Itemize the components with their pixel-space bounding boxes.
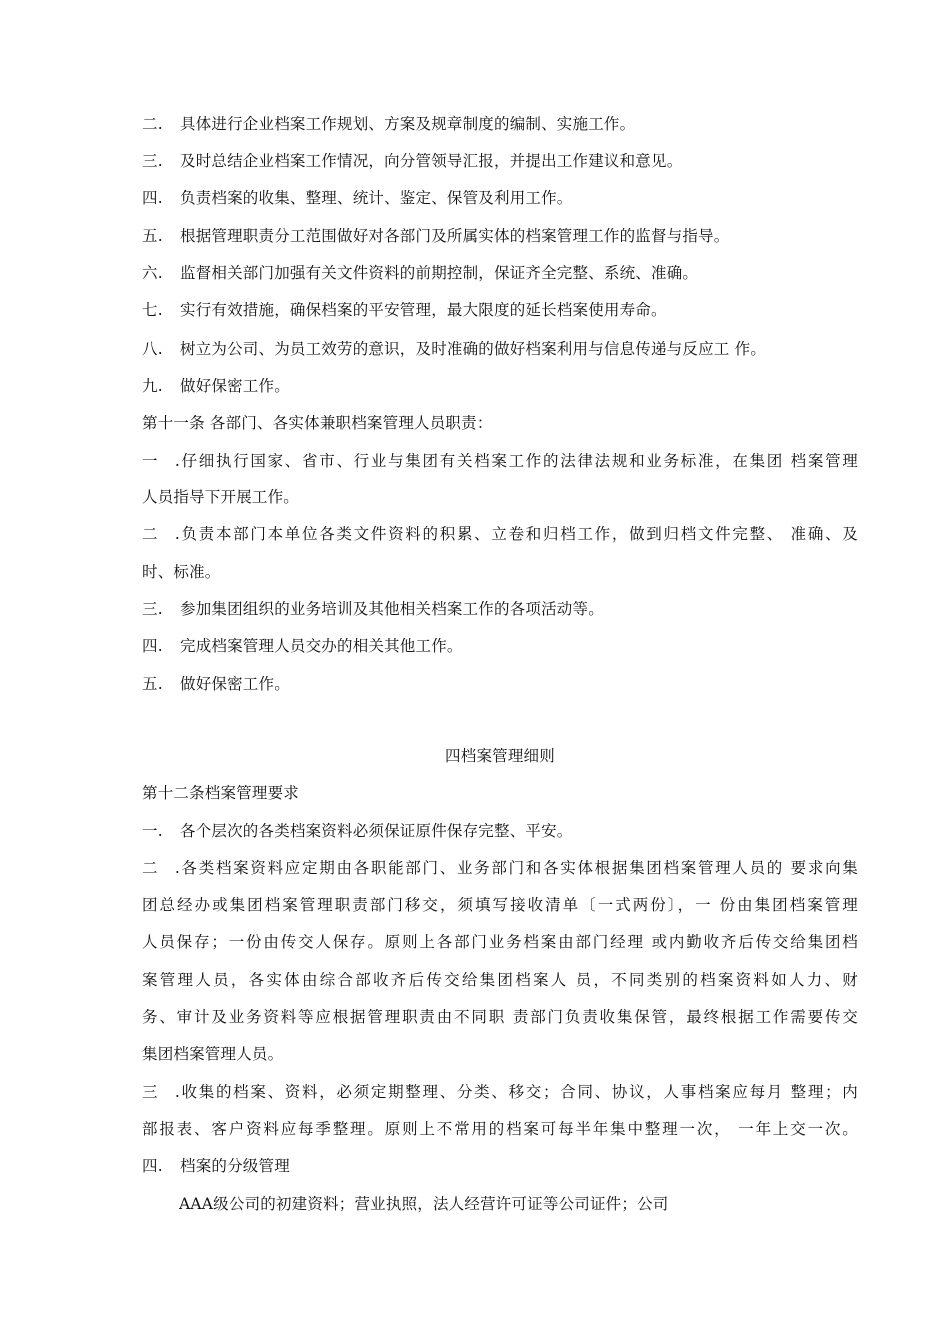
item-number: 三. [142,152,163,170]
staff-duty-item-5 [142,674,858,694]
item-text: 仔细执行国家、省市、行业与集团有关档案工作的法律法规和业务标准，在集团 档案管理 [180,452,858,470]
item-text: 各类档案资料应定期由各职能部门、业务部门和各实体根据集团档案管理人员的 要求向集 [180,859,858,877]
item-number: 五. [142,675,163,693]
staff-duty-item-1-cont: 人员指导下开展工作。 [142,488,300,506]
item-number: 六. [142,264,163,282]
item-text: 负责档案的收集、整理、统计、鉴定、保管及利用工作。 [180,189,573,207]
item-text: 做好保密工作。 [180,675,290,693]
item-number: 四. [142,189,163,207]
item-text: 实行有效措施，确保档案的平安管理，最大限度的延长档案使用寿命。 [180,301,667,319]
item-text: 及时总结企业档案工作情况，向分管领导汇报，并提出工作建议和意见。 [180,152,683,170]
item-number: 三. [142,1083,180,1101]
staff-duty-item-3 [142,599,858,619]
item-text: 树立为公司、为员工效劳的意识，及时准确的做好档案利用与信息传递与反应工 作。 [180,340,767,358]
item-text: 收集的档案、资料，必须定期整理、分类、移交；合同、协议，人事档案应每月 整理；内 [180,1083,858,1101]
item-number: 二. [142,525,180,543]
staff-duty-item-2-cont: 时、标准。 [142,563,221,581]
requirement-item-2-cont-2: 人员保存；一份由传交人保存。原则上各部门业务档案由部门经理 或内勤收齐后传交给集团档 [142,933,858,951]
item-text: 具体进行企业档案工作规划、方案及规章制度的编制、实施工作。 [180,115,636,133]
item-number: 四. [142,637,163,655]
staff-duty-item-4 [142,636,858,656]
duty-item-3 [142,151,858,171]
item-number: 三. [142,600,163,618]
item-text: 各个层次的各类档案资料必须保证原件保存完整、平安。 [180,822,573,840]
duty-item-9 [142,376,858,396]
duty-item-2 [142,114,858,134]
staff-duty-item-2 [142,524,858,544]
grading-detail-text: AAA级公司的初建资料；营业执照，法人经营许可证等公司证件；公司 [179,1195,669,1213]
item-number: 一. [142,452,180,470]
duty-item-6 [142,263,858,283]
duty-item-7 [142,300,858,320]
item-number: 二. [142,859,180,877]
item-number: 五. [142,227,163,245]
item-text: 档案的分级管理 [180,1157,290,1175]
item-number: 七. [142,301,163,319]
article-11-heading: 第十一条 各部门、各实体兼职档案管理人员职责： [142,414,493,432]
staff-duty-item-1 [142,451,858,471]
requirement-item-3-cont: 部报表、客户资料应每季整理。原则上不常用的档案可每半年集中整理一次， 一年上交一次。 [142,1120,858,1138]
item-text: 完成档案管理人员交办的相关其他工作。 [180,637,463,655]
requirement-item-2-cont-1: 团总经办或集团档案管理职责部门移交，须填写接收清单〔一式两份〕，一 份由集团档案管理 [142,896,858,914]
item-number: 八. [142,340,163,358]
section-title: 四档案管理细则 [445,747,555,765]
requirement-item-2-cont-5: 集团档案管理人员。 [142,1045,284,1063]
item-text: 负责本部门本单位各类文件资料的积累、立卷和归档工作，做到归档文件完整、 准确、及 [180,525,858,543]
requirement-item-1 [142,821,858,841]
item-number: 四. [142,1157,163,1175]
item-text: 监督相关部门加强有关文件资料的前期控制，保证齐全完整、系统、准确。 [180,264,699,282]
item-number: 二. [142,115,163,133]
item-number: 九. [142,377,163,395]
requirement-item-4 [142,1156,858,1176]
item-text: 根据管理职责分工范围做好对各部门及所属实体的档案管理工作的监督与指导。 [180,227,730,245]
item-text: 参加集团组织的业务培训及其他相关档案工作的各项活动等。 [180,600,604,618]
requirement-item-2-cont-3: 案管理人员，各实体由综合部收齐后传交给集团档案人 员，不同类别的档案资料如人力、财 [142,971,858,989]
requirement-item-3 [142,1082,858,1102]
duty-item-5 [142,226,858,246]
item-text: 做好保密工作。 [180,377,290,395]
duty-item-4 [142,188,858,208]
requirement-item-2 [142,858,858,878]
requirement-item-2-cont-4: 务、审计及业务资料等应根据管理职责由不同职 责部门负责收集保管，最终根据工作需要传交 [142,1008,858,1026]
item-number: 一. [142,822,163,840]
article-12-heading: 第十二条档案管理要求 [142,784,300,802]
duty-item-8 [142,339,858,359]
